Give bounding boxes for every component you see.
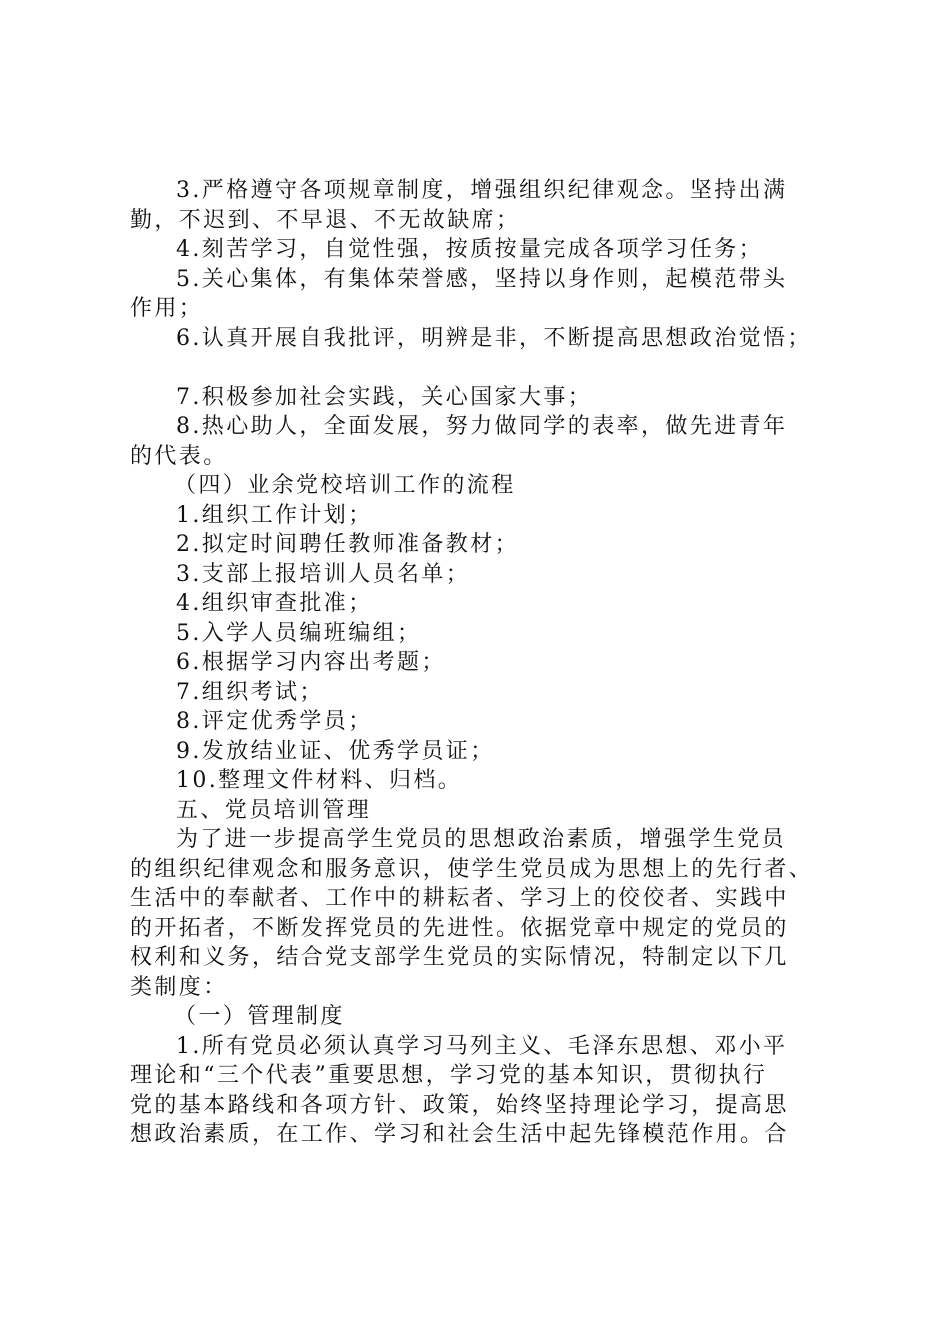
list-item-rule-3-continued: 勤，不迟到、不早退、不无故缺席； (130, 207, 521, 233)
management-rule-1-line-4: 想政治素质，在工作、学习和社会生活中起先锋模范作用。合 (130, 1122, 789, 1147)
section-heading-training-process: （四）业余党校培训工作的流程 (174, 473, 516, 498)
list-item-rule-7: 7.积极参加社会实践，关心国家大事； (176, 384, 593, 410)
list-item-rule-5-continued: 作用； (130, 296, 204, 321)
process-step-10: 10.整理文件材料、归档。 (176, 768, 463, 793)
list-item-rule-8: 8.热心助人，全面发展，努力做同学的表率，做先进青年 (176, 414, 788, 439)
subsection-heading-management: （一）管理制度 (174, 1004, 345, 1029)
paragraph-intro-line-6: 类制度： (130, 974, 228, 1000)
process-step-3: 3.支部上报培训人员名单； (176, 561, 471, 587)
document-body (130, 176, 835, 1150)
blank-line (130, 353, 835, 383)
section-heading-member-training: 五、党员培训管理 (176, 797, 372, 823)
management-rule-1-line-2: 理论和“三个代表”重要思想，学习党的基本知识，贯彻执行 (130, 1063, 768, 1088)
paragraph-intro-line-5: 权利和义务，结合党支部学生党员的实际情况，特制定以下几 (130, 945, 789, 970)
management-rule-1-line-1: 1.所有党员必须认真学习马列主义、毛泽东思想、邓小平 (176, 1033, 788, 1059)
process-step-2: 2.拟定时间聘任教师准备教材； (176, 532, 519, 557)
paragraph-intro-line-2: 的组织纪律观念和服务意识，使学生党员成为思想上的先行者、 (130, 856, 814, 882)
process-step-9: 9.发放结业证、优秀学员证； (176, 738, 495, 764)
list-item-rule-4: 4.刻苦学习，自觉性强，按质按量完成各项学习任务； (176, 237, 763, 262)
process-step-8: 8.评定优秀学员； (176, 709, 373, 734)
process-step-6: 6.根据学习内容出考题； (176, 650, 446, 675)
list-item-rule-5: 5.关心集体，有集体荣誉感，坚持以身作则，起模范带头 (176, 266, 788, 292)
management-rule-1-line-3: 党的基本路线和各项方针、政策，始终坚持理论学习，提高思 (130, 1092, 789, 1118)
list-item-rule-6: 6.认真开展自我批评，明辨是非，不断提高思想政治觉悟； (176, 325, 812, 351)
process-step-4: 4.组织审查批准； (176, 591, 373, 616)
process-step-7: 7.组织考试； (176, 679, 324, 705)
list-item-rule-8-continued: 的代表。 (130, 443, 228, 469)
process-step-1: 1.组织工作计划； (176, 502, 373, 528)
process-step-5: 5.入学人员编班编组； (176, 620, 422, 646)
list-item-rule-3: 3.严格遵守各项规章制度，增强组织纪律观念。坚持出满 (176, 178, 788, 203)
paragraph-intro-line-1: 为了进一步提高学生党员的思想政治素质，增强学生党员 (176, 827, 787, 852)
paragraph-intro-line-4: 的开拓者，不断发挥党员的先进性。依据党章中规定的党员的 (130, 915, 789, 941)
paragraph-intro-line-3: 生活中的奉献者、工作中的耕耘者、学习上的佼佼者、实践中 (130, 886, 789, 911)
